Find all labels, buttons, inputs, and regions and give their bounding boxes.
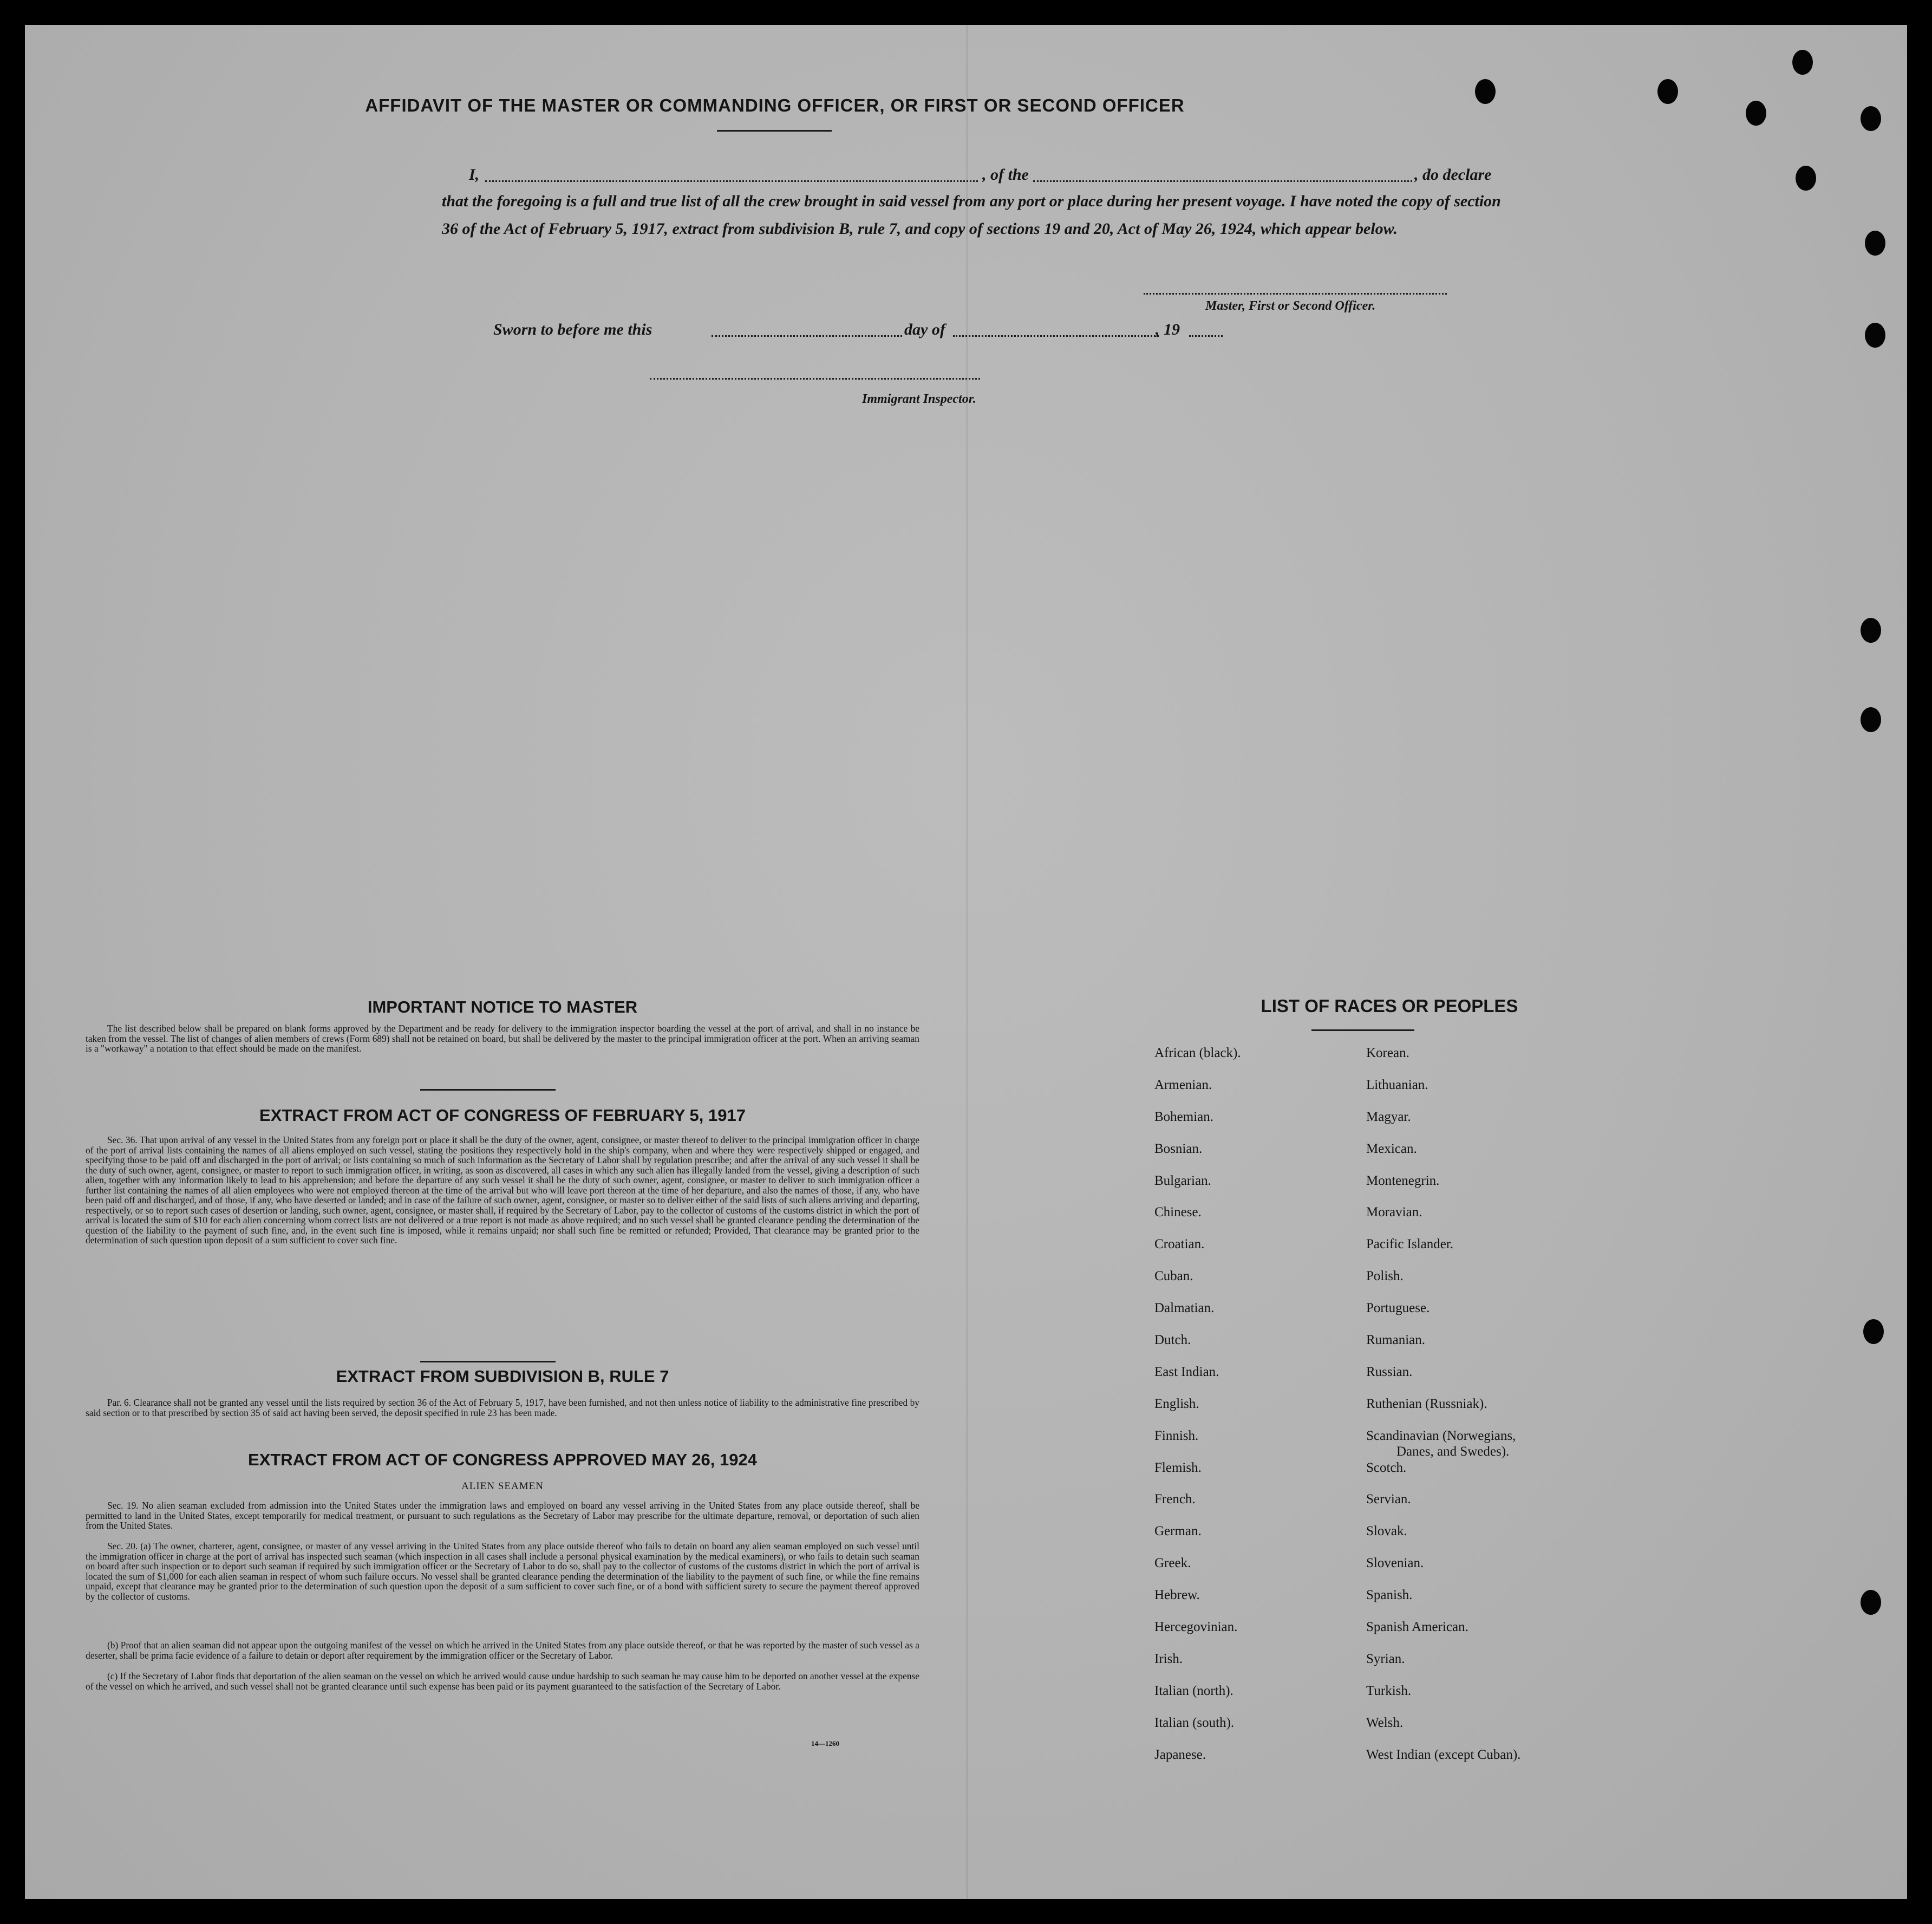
punch-hole [1796, 166, 1816, 191]
race-item: Slovenian. [1366, 1556, 1424, 1571]
inspector-signature-line[interactable] [650, 378, 980, 380]
race-item: Servian. [1366, 1492, 1411, 1507]
race-item: German. [1154, 1524, 1202, 1539]
race-item: Finnish. [1154, 1428, 1199, 1443]
race-item: French. [1154, 1492, 1196, 1507]
race-item: Scotch. [1366, 1460, 1407, 1475]
race-item: Japanese. [1154, 1747, 1206, 1762]
race-item: Korean. [1366, 1046, 1409, 1060]
extract-1924-sec20a: Sec. 20. (a) The owner, charterer, agent, consignee, or master of any vessel arriving in the United States from any place outside thereof who fails to detain on board any alien seaman employed on such vessel until the immigration officer in charge at the port of arrival has inspected such seaman (which inspection in all cases shall include a personal physical examination by the medical examiners), or who fails to detain such seaman on board after such inspection or to deport such seaman if required by such immigration officer or the Secretary of Labor to do so, shall pay to the collector of customs of the customs district in which the port of arrival is located the sum of $1,000 for each alien seaman in respect of whom such failure occurs. No vessel shall be granted clearance pending the determination of the liability to the payment of such fine, or while the fine remains unpaid, except that clearance may be granted prior to the determination of such question upon the deposit of a sum sufficient to cover such fine, or of a bond with sufficient surety to secure the payment thereof approved by the collector of customs. [86, 1541, 919, 1602]
race-item: Croatian. [1154, 1237, 1205, 1252]
affidavit-body: that the foregoing is a full and true list of all the crew brought in said vessel from any port or place during her present voyage. I have noted the copy of section 36 of the Act of February 5, 1917, extract from subdivision B, rule 7, and copy of sections 19 and 20, Act of May 26, 1924, which appear below. [442, 192, 1501, 238]
race-item: Spanish American. [1366, 1620, 1468, 1635]
race-item: Montenegrin. [1366, 1173, 1440, 1188]
race-item: West Indian (except Cuban). [1366, 1747, 1521, 1762]
punch-hole [1792, 50, 1813, 75]
punch-hole [1865, 231, 1885, 256]
declare-label: , do declare [1414, 166, 1492, 184]
race-item: Scandinavian (Norwegians, [1366, 1428, 1516, 1443]
race-item: Hebrew. [1154, 1588, 1200, 1603]
races-right-column [1366, 1046, 1520, 1779]
vessel-of-label: , of the [982, 166, 1029, 184]
extract-1917-text: Sec. 36. That upon arrival of any vessel in the United States from any foreign port or place it shall be the duty of the owner, agent, consignee, or master thereof to deliver to the principal immigration officer in charge of the port of arrival lists containing the names of all aliens employed on such vessel, stating the positions they respectively hold in the ship's company, when and where they were respectively shipped or engaged, and specifying those to be paid off and discharged in the port of arrival; or lists containing so much of such information as the Secretary of Labor shall by regulation prescribe; and after the arrival of any such vessel it shall be the duty of such owner, agent, consignee, or master to report to such immigration officer, in writing, as soon as discovered, all cases in which any such alien has illegally landed from the vessel, giving a description of such alien, together with any information likely to lead to his apprehension; and before the departure of any such vessel it shall be the duty of such owner, agent, consignee, or master to deliver to such immigration officer a further list containing the names of all alien employees who were not employed thereon at the time of the arrival but who will leave port thereon at the time of her departure, and also the names of those, if any, who have been paid off and discharged, and of those, if any, who have deserted or landed; and in case of the failure of such owner, agent, consignee, or master so to deliver either of the said lists of such aliens arriving and departing, respectively, or so to report such cases of desertion or landing, such owner, agent, consignee, or master shall, if required by the Secretary of Labor, pay to the collector of customs of the customs district in which the port of arrival is located the sum of $10 for each alien concerning whom correct lists are not delivered or a true report is not made as above required; and no such vessel shall be granted clearance pending the determination of the question of the liability to the payment of such fine, and, in the event such fine is imposed, while it remains unpaid; nor shall such fine be remitted or refunded; Provided, That clearance may be granted prior to the determination of such question upon deposit of a sum sufficient to cover such fine. [86, 1134, 919, 1245]
race-item: Magyar. [1366, 1109, 1411, 1124]
race-item: Italian (south). [1154, 1715, 1235, 1730]
race-item: Slovak. [1366, 1524, 1407, 1539]
punch-hole [1861, 1590, 1881, 1615]
year-label: , 19 [1156, 321, 1180, 338]
extract-1924-sec20b: (b) Proof that an alien seaman did not appear upon the outgoing manifest of the vessel on which he arrived in the United States from any place outside thereof, or that he was reported by the master of such vessel as a deserter, shall be prima facie evidence of a failure to detain or deport after requirement by the immigration officer or the Secretary of Labor. [86, 1640, 919, 1661]
section-rule [420, 1361, 556, 1362]
race-item: Ruthenian (Russniak). [1366, 1396, 1487, 1411]
punch-hole [1861, 106, 1881, 131]
race-item: Pacific Islander. [1366, 1237, 1454, 1252]
extract-1924-sec20c: (c) If the Secretary of Labor finds that deportation of the alien seaman on the vessel on which he arrived would cause undue hardship to such seaman he may cause him to be deported on another vessel at the expense of the vessel on which he arrived, and such vessel shall not be granted clearance until such expense has been paid or its payment guaranteed to the satisfaction of the Secretary of Labor. [86, 1671, 919, 1692]
extract-1924-title: EXTRACT FROM ACT OF CONGRESS APPROVED MAY 26, 1924 [248, 1450, 757, 1469]
declarant-label: I, [469, 166, 480, 184]
race-item: Lithuanian. [1366, 1077, 1428, 1092]
race-item: Dalmatian. [1154, 1301, 1215, 1316]
extract-1924-subtitle: ALIEN SEAMEN [461, 1480, 544, 1492]
race-item: Syrian. [1366, 1651, 1405, 1666]
race-item: Hercegovinian. [1154, 1620, 1238, 1635]
form-number: 14—1260 [811, 1739, 839, 1747]
races-title-rule [1311, 1029, 1414, 1031]
race-item: Russian. [1366, 1364, 1413, 1379]
race-item: African (black). [1154, 1046, 1241, 1060]
sworn-label: Sworn to before me this [493, 321, 652, 338]
race-item: Cuban. [1154, 1269, 1193, 1284]
races-left-column [1154, 1046, 1241, 1779]
extract-rule7-title: EXTRACT FROM SUBDIVISION B, RULE 7 [336, 1367, 669, 1386]
extract-1917-title: EXTRACT FROM ACT OF CONGRESS OF FEBRUARY 5, 1917 [259, 1106, 746, 1125]
title-rule [717, 130, 832, 132]
punch-hole [1657, 79, 1678, 104]
race-item: East Indian. [1154, 1364, 1219, 1379]
sworn-month-line[interactable] [953, 335, 1159, 337]
race-item: Rumanian. [1366, 1333, 1426, 1348]
race-item: Irish. [1154, 1651, 1183, 1666]
extract-rule7-text: Par. 6. Clearance shall not be granted any vessel until the lists required by section 36 of the Act of February 5, 1917, have been furnished, and not then unless notice of liability to the administrative fine prescribed by said section or to that prescribed by section 35 of said act having been served, the deposit specified in rule 23 has been made. [86, 1397, 919, 1418]
center-fold [966, 25, 968, 1899]
race-item: Italian (north). [1154, 1683, 1233, 1698]
race-item: Polish. [1366, 1269, 1404, 1284]
race-item: Mexican. [1366, 1141, 1417, 1156]
document-sheet [25, 25, 1907, 1899]
sworn-day-line[interactable] [712, 335, 902, 337]
punch-hole [1865, 323, 1885, 348]
sworn-year-line[interactable] [1189, 335, 1223, 337]
master-signature-label: Master, First or Second Officer. [1205, 299, 1376, 313]
race-item: English. [1154, 1396, 1199, 1411]
race-item: Spanish. [1366, 1588, 1413, 1603]
race-item: Flemish. [1154, 1460, 1202, 1475]
inspector-label: Immigrant Inspector. [862, 392, 976, 406]
vessel-name-line[interactable] [1033, 180, 1412, 182]
punch-hole [1746, 101, 1766, 126]
race-item: Chinese. [1154, 1205, 1202, 1220]
race-item: Bohemian. [1154, 1109, 1214, 1124]
declarant-name-line[interactable] [485, 180, 978, 182]
race-item: Turkish. [1366, 1683, 1412, 1698]
race-item: Bulgarian. [1154, 1173, 1211, 1188]
extract-1924-sec19: Sec. 19. No alien seaman excluded from admission into the United States under the immigration laws and employed on board any vessel arriving in the United States from any place outside thereof, shall be permitted to land in the United States, except temporarily for medical treatment, or pursuant to such regulations as the Secretary of Labor may prescribe for the ultimate departure, removal, or deportation of such alien from the United States. [86, 1500, 919, 1531]
notice-title: IMPORTANT NOTICE TO MASTER [367, 997, 638, 1016]
races-title: LIST OF RACES OR PEOPLES [1261, 996, 1518, 1016]
race-item: Moravian. [1366, 1205, 1422, 1220]
notice-text: The list described below shall be prepared on blank forms approved by the Department and be ready for delivery to the immigration inspector boarding the vessel at the port of arrival, and shall in no instance be taken from the vessel. The list of changes of alien members of crews (Form 689) shall not be retained on board, but shall be delivered by the master to the principal immigration officer at the port. When an arriving seaman is a "workaway" a notation to that effect should be made on the manifest. [86, 1023, 919, 1054]
race-item: Bosnian. [1154, 1141, 1203, 1156]
section-rule [420, 1089, 556, 1091]
affidavit-title: AFFIDAVIT OF THE MASTER OR COMMANDING OFFICER, OR FIRST OR SECOND OFFICER [365, 95, 1185, 115]
punch-hole [1861, 707, 1881, 732]
race-item: Armenian. [1154, 1077, 1212, 1092]
master-signature-line[interactable] [1144, 293, 1447, 295]
race-item: Danes, and Swedes). [1396, 1444, 1510, 1459]
day-of-label: day of [904, 321, 945, 338]
race-item: Welsh. [1366, 1715, 1404, 1730]
race-item: Greek. [1154, 1556, 1191, 1571]
race-item: Dutch. [1154, 1333, 1191, 1348]
race-item: Portuguese. [1366, 1301, 1430, 1316]
punch-hole [1861, 618, 1881, 643]
punch-hole [1863, 1319, 1884, 1344]
